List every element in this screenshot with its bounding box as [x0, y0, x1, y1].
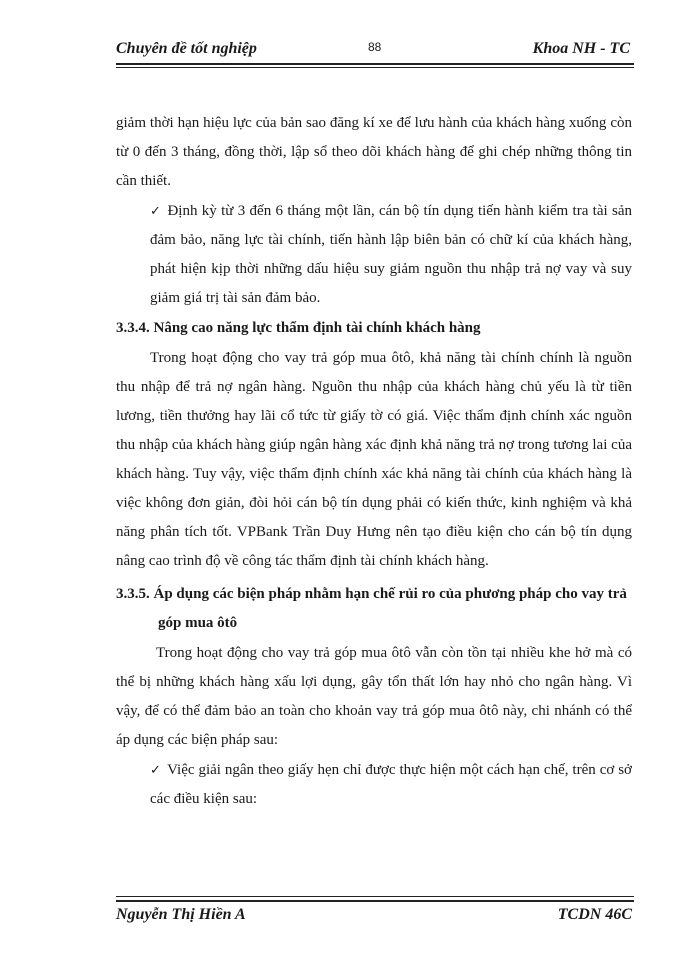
- check-icon: ✓: [150, 763, 162, 778]
- bullet-paragraph-periodic-check: [116, 197, 632, 313]
- footer-author: Nguyễn Thị Hiền A: [116, 906, 246, 923]
- bullet-text: Định kỳ từ 3 đến 6 tháng một lần, cán bộ tín dụng tiến hành kiểm tra tài sản đảm bảo, năng lực tài chính, tiến hành lập biên bản có chữ kí của khách hàng, phát hiện kịp thời những dấu hiệu suy giảm nguồn thu nhập trả nợ vay và suy giảm giá trị tài sản đảm bảo.: [150, 203, 632, 306]
- section-heading-3-3-4: 3.3.4. Nâng cao năng lực thẩm định tài chính khách hàng: [116, 320, 481, 336]
- page-body: [116, 109, 632, 814]
- bullet-text: Việc giải ngân theo giấy hẹn chỉ được thực hiện một cách hạn chế, trên cơ sở các điều kiện sau:: [150, 762, 632, 807]
- header-rule-thick: [116, 63, 634, 65]
- header-faculty: Khoa NH - TC: [532, 40, 630, 57]
- check-icon: ✓: [150, 204, 162, 219]
- paragraph-continuation: giảm thời hạn hiệu lực của bản sao đăng kí xe để lưu hành của khách hàng xuống còn từ 0 đến 3 tháng, đồng thời, lập sổ theo dõi khách hàng để ghi chép những thông tin cần thiết.: [116, 115, 632, 189]
- footer-rule-thick: [116, 900, 634, 902]
- footer-class-code: TCDN 46C: [557, 906, 632, 923]
- page-header: [116, 38, 634, 62]
- paragraph-risk-measures: Trong hoạt động cho vay trả góp mua ôtô vẫn còn tồn tại nhiều khe hở mà có thể bị những khách hàng xấu lợi dụng, gây tổn thất lớn hay nhỏ cho ngân hàng. Vì vậy, để có thể đảm bảo an toàn cho khoản vay trả góp mua ôtô này, chi nhánh có thể áp dụng các biện pháp sau:: [116, 645, 632, 748]
- footer-rule-thin: [116, 896, 634, 897]
- page-footer: [116, 906, 634, 930]
- header-rule-thin: [116, 67, 634, 68]
- bullet-paragraph-disbursement: [116, 756, 632, 814]
- paragraph-financial-appraisal: Trong hoạt động cho vay trả góp mua ôtô, khả năng tài chính chính là nguồn thu nhập để trả nợ ngân hàng. Nguồn thu nhập của khách hàng chủ yếu là từ tiền lương, tiền thưởng hay lãi cổ tức từ giấy tờ có giá. Việc thẩm định chính xác nguồn thu nhập của khách hàng giúp ngân hàng xác định khả năng trả nợ trong tương lai của khách hàng. Tuy vậy, việc thẩm định chính xác khả năng tài chính của khách hàng là việc không đơn giản, đòi hỏi cán bộ tín dụng phải có kiến thức, kinh nghiệm và khả năng phân tích tốt. VPBank Trần Duy Hưng nên tạo điều kiện cho cán bộ tín dụng nâng cao trình độ về công tác thẩm định tài chính khách hàng.: [116, 350, 632, 569]
- section-heading-3-3-5: 3.3.5. Áp dụng các biện pháp nhằm hạn chế rủi ro của phương pháp cho vay trả góp mua ôtô: [116, 586, 627, 631]
- page-number: 88: [368, 40, 382, 54]
- header-document-title: Chuyên đề tốt nghiệp: [116, 40, 257, 57]
